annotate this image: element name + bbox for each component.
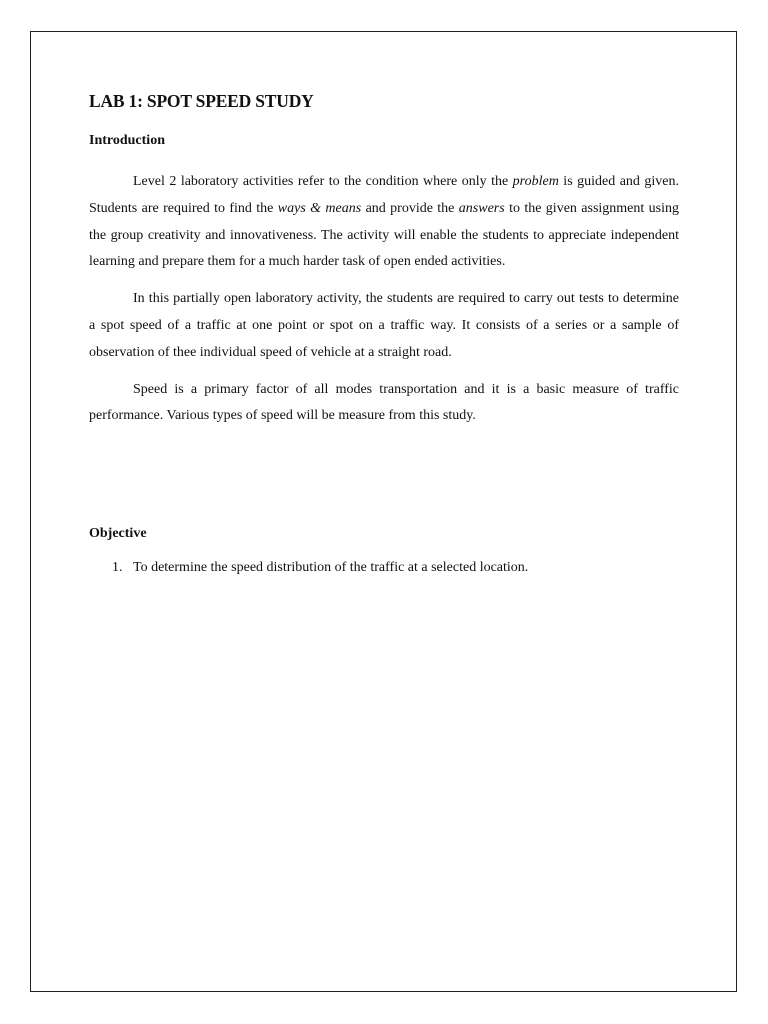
p1-text-a: Level 2 laboratory activities refer to the condition where only the — [133, 174, 513, 189]
objective-heading: Objective — [89, 526, 147, 542]
objective-item — [89, 558, 679, 578]
introduction-paragraph-3: Speed is a primary factor of all modes transportation and it is a basic measure of traffic performance. Various types of speed will be measure from this study. — [89, 381, 679, 424]
introduction-heading: Introduction — [89, 133, 165, 148]
p1-emphasis-problem: problem — [512, 174, 559, 189]
introduction-paragraph-1 — [89, 169, 679, 276]
p1-text-b: is guided and given. Students are required to find the — [89, 174, 679, 216]
introduction-paragraph-2: In this partially open laboratory activity, the students are required to carry out tests to determine a spot speed of a traffic at one point or spot on a traffic way. It consists of a series or a sample of observation of thee individual speed of vehicle at a straight road. — [89, 291, 679, 360]
p1-emphasis-answers: answers — [458, 200, 505, 216]
page-title: LAB 1: SPOT SPEED STUDY — [89, 91, 314, 111]
objective-list — [89, 558, 679, 578]
p1-text-d: to the given assignment using the group creativity and innovativeness. The activity will enable the students to appreciate independent learning and prepare them for a much harder task of open ended activities. — [89, 200, 679, 270]
p1-emphasis-ways-means: ways & means — [277, 200, 362, 216]
p1-text-c: and provide the — [361, 200, 459, 216]
document-body — [89, 88, 679, 578]
objective-item-number: 1. — [112, 560, 123, 576]
objective-item-text: To determine the speed distribution of the traffic at a selected location. — [133, 560, 529, 576]
